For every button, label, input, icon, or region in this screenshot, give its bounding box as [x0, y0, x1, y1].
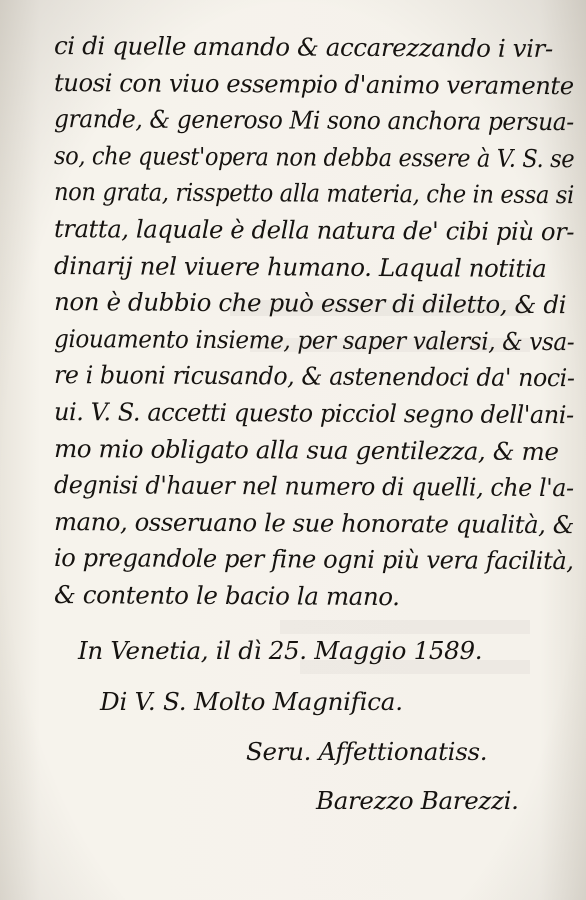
body-line: grande, & generoso Mi sono anchora persua- [53, 104, 574, 137]
body-line: tratta, laquale è della natura de' cibi più or- [53, 213, 575, 247]
body-line: ci di quelle amando & accarezzando i vir- [53, 31, 553, 64]
body-line: io pregandole per fine ogni più vera facilità, [53, 543, 574, 576]
body-line: non è dubbio che può esser di diletto, & di [53, 287, 567, 320]
body-line: non grata, risspetto alla materia, che in essa si [53, 177, 574, 210]
body-line: ui. V. S. accetti questo picciol segno dell'ani- [53, 396, 574, 430]
body-line: mano, osseruano le sue honorate qualità, & [53, 506, 575, 539]
letter-body [54, 28, 574, 614]
body-line: dinarij nel viuere humano. Laqual notitia [53, 250, 547, 283]
closing-servant: Seru. Affettionatiss. [246, 737, 488, 766]
body-line: so, che quest'opera non debba essere à V. S. se [53, 140, 575, 173]
signature: Barezzo Barezzi. [316, 786, 519, 815]
body-line: mo mio obligato alla sua gentilezza, & me [53, 433, 559, 466]
body-line: re i buoni ricusando, & astenendoci da' noci- [53, 360, 575, 393]
body-line: & contento le bacio la mano. [53, 579, 400, 612]
bleed-through-mark [280, 620, 530, 634]
body-line: degnisi d'hauer nel numero di quelli, che l'a- [53, 470, 574, 503]
salutation-address: Di V. S. Molto Magnifica. [100, 687, 403, 716]
body-line: giouamento insieme, per saper valersi, & vsa- [53, 323, 575, 356]
dateline: In Venetia, il dì 25. Maggio 1589. [78, 636, 483, 665]
body-line: tuosi con viuo essempio d'animo veramente [53, 67, 574, 100]
